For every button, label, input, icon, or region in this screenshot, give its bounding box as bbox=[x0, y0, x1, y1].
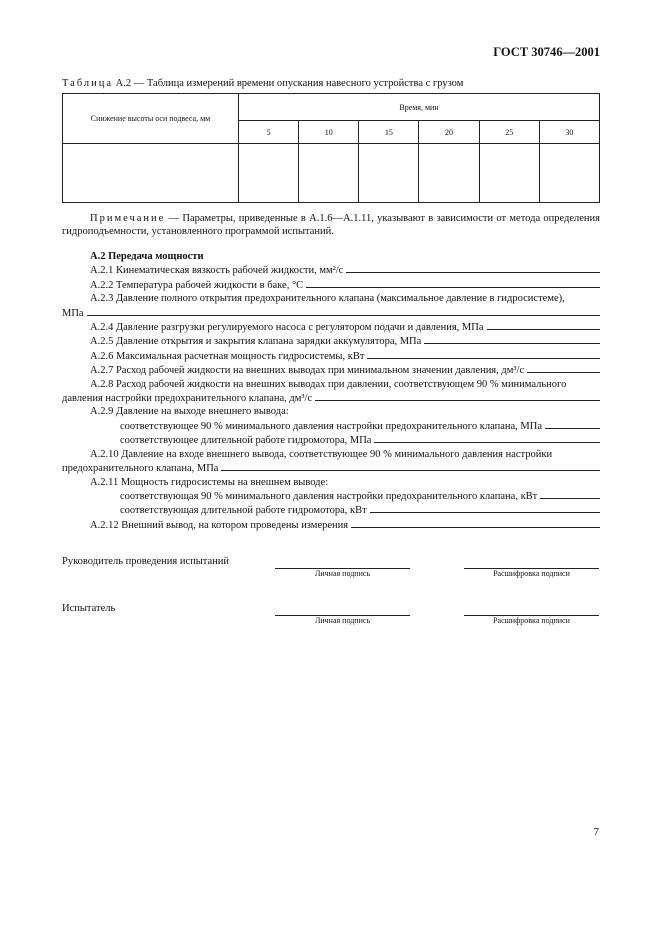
power-transfer-section bbox=[62, 250, 600, 532]
fill-line[interactable] bbox=[545, 419, 600, 429]
field-a2-10: предохранительного клапана, МПа bbox=[62, 461, 600, 475]
signature-tester-decode bbox=[464, 615, 599, 625]
column-header: 5 bbox=[239, 121, 299, 144]
table-caption-prefix: Таблица bbox=[62, 78, 114, 89]
column-header: 15 bbox=[359, 121, 419, 144]
table-cell[interactable] bbox=[299, 144, 359, 203]
table-cell[interactable] bbox=[479, 144, 539, 203]
field-a2-8-text: А.2.8 Расход рабочей жидкости на внешних выводах при давлении, соответствующем 90 % минимального bbox=[90, 378, 567, 390]
field-a2-10-text: А.2.10 Давление на входе внешнего вывода, соответствующее 90 % минимального давления настройки bbox=[90, 448, 553, 460]
section-title: А.2 Передача мощности bbox=[90, 251, 204, 262]
signature-tester-personal bbox=[275, 615, 410, 625]
fill-line[interactable] bbox=[346, 263, 600, 273]
field-a2-2: А.2.2 Температура рабочей жидкости в баке, °С bbox=[62, 278, 600, 292]
table-cell[interactable] bbox=[63, 144, 239, 203]
note-text: — Параметры, приведенные в А.1.6—А.1.11, указывают в зависимости от метода определения гидроподъемности, установленного программой испытаний. bbox=[62, 213, 600, 238]
column-header: 30 bbox=[539, 121, 599, 144]
fill-line[interactable] bbox=[540, 489, 600, 499]
signature-caption: Личная подпись bbox=[314, 616, 371, 625]
signature-head-personal bbox=[275, 568, 410, 578]
field-a2-9-text: А.2.9 Давление на выходе внешнего вывода: bbox=[90, 406, 289, 418]
field-a2-9-1: соответствующее 90 % минимального давления настройки предохранительного клапана, МПа bbox=[62, 419, 600, 433]
table-row bbox=[63, 144, 600, 203]
signature-caption: Расшифровка подписи bbox=[493, 616, 570, 625]
fill-line[interactable] bbox=[367, 349, 600, 359]
signature-head-label: Руководитель проведения испытаний bbox=[62, 556, 230, 567]
signature-head-decode bbox=[464, 568, 599, 578]
table-cell[interactable] bbox=[359, 144, 419, 203]
table-note bbox=[62, 212, 600, 239]
fill-line[interactable] bbox=[221, 461, 600, 471]
fill-line[interactable] bbox=[527, 363, 600, 373]
field-a2-9-2: соответствующее длительной работе гидромотора, МПа bbox=[62, 433, 600, 447]
fill-line[interactable] bbox=[87, 306, 600, 316]
field-a2-3: МПа bbox=[62, 306, 600, 320]
field-a2-3-text: А.2.3 Давление полного открытия предохранительного клапана (максимальное давление в гидросистеме), bbox=[90, 293, 565, 305]
signature-caption: Личная подпись bbox=[314, 569, 371, 578]
field-a2-7: А.2.7 Расход рабочей жидкости на внешних выводах при минимальном значении давления, дм³/с bbox=[62, 363, 600, 377]
fill-line[interactable] bbox=[306, 278, 600, 288]
table-cell[interactable] bbox=[539, 144, 599, 203]
field-a2-8: давления настройки предохранительного клапана, дм³/с bbox=[62, 391, 600, 405]
signature-caption: Расшифровка подписи bbox=[493, 569, 570, 578]
field-a2-4: А.2.4 Давление разгрузки регулируемого насоса с регулятором подачи и давления, МПа bbox=[62, 320, 600, 334]
fill-line[interactable] bbox=[424, 334, 600, 344]
signature-tester-label: Испытатель bbox=[62, 603, 116, 614]
table-cell[interactable] bbox=[239, 144, 299, 203]
field-a2-11-2: соответствующая длительной работе гидромотора, кВт bbox=[62, 503, 600, 517]
table-caption-text: А.2 — Таблица измерений времени опускания навесного устройства с грузом bbox=[113, 78, 464, 89]
measurement-table bbox=[62, 93, 600, 203]
row-header-cell: Снижение высоты оси подвеса, мм bbox=[63, 94, 239, 144]
standard-number: ГОСТ 30746—2001 bbox=[493, 45, 600, 59]
fill-line[interactable] bbox=[487, 320, 601, 330]
field-a2-11-1: соответствующая 90 % минимального давления настройки предохранительного клапана, кВт bbox=[62, 489, 600, 503]
column-header: 10 bbox=[299, 121, 359, 144]
field-a2-11-text: А.2.11 Мощность гидросистемы на внешнем выводе: bbox=[90, 476, 329, 488]
page-number: 7 bbox=[593, 826, 599, 838]
fill-line[interactable] bbox=[315, 391, 600, 401]
field-a2-5: А.2.5 Давление открытия и закрытия клапана зарядки аккумулятора, МПа bbox=[62, 334, 600, 348]
note-label: Примечание bbox=[90, 213, 166, 224]
column-header: 25 bbox=[479, 121, 539, 144]
table-cell[interactable] bbox=[419, 144, 479, 203]
field-a2-12: А.2.12 Внешний вывод, на котором проведены измерения bbox=[62, 518, 600, 532]
group-header-cell: Время, мин bbox=[239, 94, 600, 121]
fill-line[interactable] bbox=[370, 503, 600, 513]
column-header: 20 bbox=[419, 121, 479, 144]
field-a2-6: А.2.6 Максимальная расчетная мощность гидросистемы, кВт bbox=[62, 349, 600, 363]
field-a2-1: А.2.1 Кинематическая вязкость рабочей жидкости, мм²/с bbox=[62, 263, 600, 277]
fill-line[interactable] bbox=[374, 433, 600, 443]
fill-line[interactable] bbox=[351, 518, 600, 528]
table-caption bbox=[62, 78, 463, 89]
